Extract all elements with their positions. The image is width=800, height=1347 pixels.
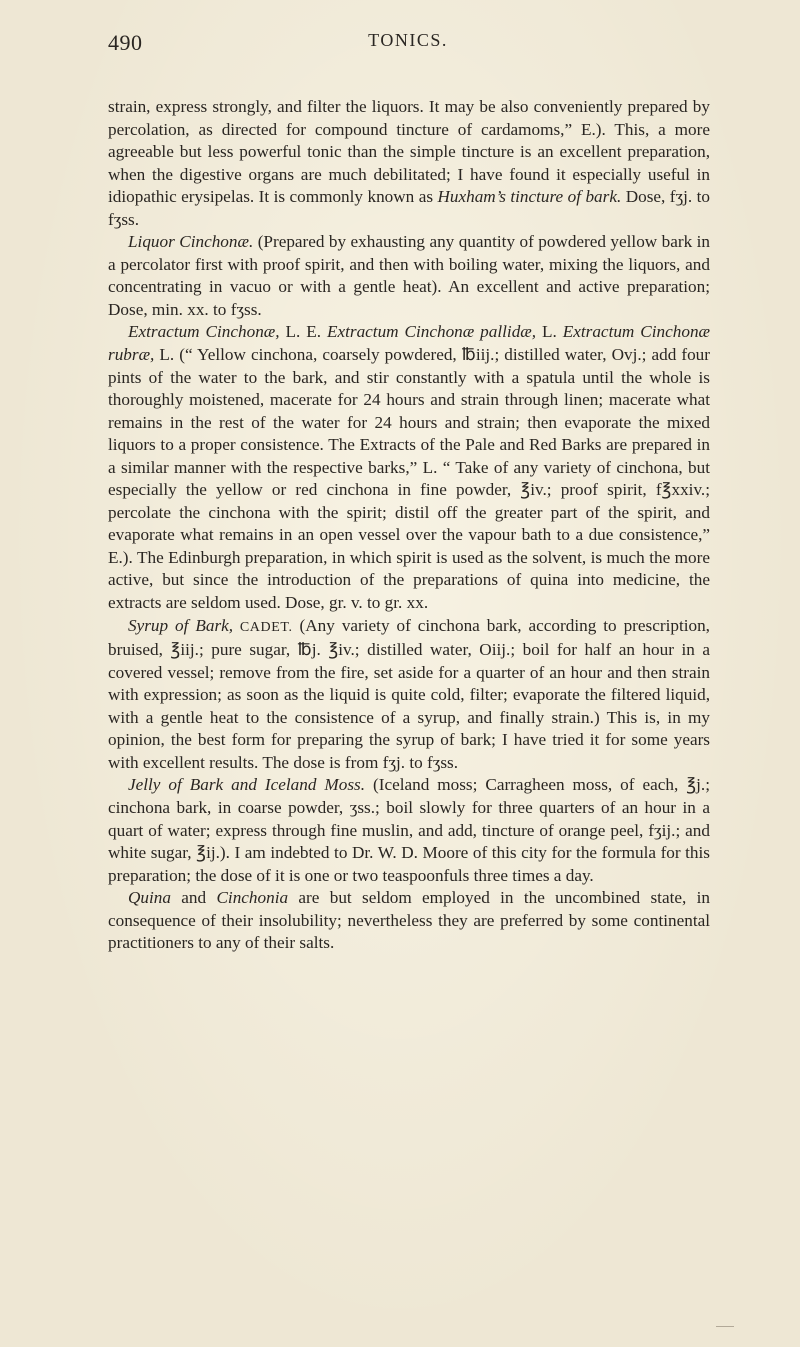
page-number: 490 — [108, 30, 143, 55]
entry-title: Extractum Cinchonæ, — [128, 322, 280, 342]
entry-title: Cinchonia — [216, 888, 289, 908]
page-header — [108, 22, 708, 62]
paragraph-text: L. E. — [279, 322, 327, 342]
running-head: TONICS. — [368, 30, 448, 50]
italic-term: Huxham’s tincture of bark. — [437, 187, 622, 207]
entry-title: Jelly of Bark and Iceland Moss. — [128, 775, 366, 795]
entry-title: Liquor Cinchonæ. — [128, 232, 254, 252]
paragraph-syrup-of-bark — [108, 615, 710, 775]
paragraph-text: (Any variety of cinchona bark, according to prescription, bruised, ℥iij.; pure sugar, ℔j. ℥iv.; distilled water, Oiij.; boil for half an hour in a covered vessel; remove from the fire, set aside for a quarter of an hour and then strain with expression; as soon as the liquid is quite cold, filter; evaporate the filtered liquid, with a gentle heat to the consistence of a syrup, and finally strain.) This is, in my opinion, the best form for preparing the syrup of bark; I have tried it for some years with excellent results. The dose is from fʒj. to fʒss. — [108, 615, 710, 772]
entry-title: Quina — [128, 888, 171, 908]
page-corner-mark — [716, 1326, 734, 1329]
paragraph-quina-cinchonia — [108, 887, 710, 955]
entry-title: Extractum Cinchonæ rubræ, — [108, 322, 710, 365]
paragraph-text: Dose, fʒj. to fʒss. — [108, 187, 711, 229]
paragraph-text: L. — [536, 322, 563, 342]
paragraph-text: strain, express strongly, and filter the liquors. It may be also conveniently prepared by percolation, as directed for compound tincture of cardamoms,” E.). This, a more agreeable but less powerful tonic than the simple tincture is an excellent preparation, when the digestive organs are much debilitated; I have found it especially useful in idiopathic erysipelas. It is commonly known as — [108, 97, 710, 207]
entry-title: Extractum Cinchonæ pallidæ, — [326, 322, 537, 342]
author-name: CADET. — [233, 619, 293, 635]
paragraph-text: are but seldom employed in the uncombined state, in consequence of their insolubility; nevertheless they are preferred by some continental practitioners to any of their salts. — [108, 888, 710, 953]
entry-title: Syrup of Bark, — [128, 615, 234, 635]
paragraph-text: and — [170, 888, 217, 908]
paragraph-liquor-cinchonae — [108, 231, 710, 321]
body-text — [108, 96, 710, 955]
paragraph-tincture-continuation — [108, 96, 710, 231]
paragraph-jelly-of-bark — [108, 774, 710, 887]
paragraph-text: L. (“ Yellow cinchona, coarsely powdered, ℔iij.; distilled water, Ovj.; add four pints of the water to the bark, and stir constantly with a spatula until the whole is thoroughly moistened, macerate for 24 hours and strain through linen; macerate what remains in the rest of the water for 24 hours and strain; then evaporate the mixed liquors to a proper consistence. The Extracts of the Pale and Red Barks are prepared in a similar manner with the respective barks,” L. “ Take of any variety of cinchona, but especially the yellow or red cinchona in fine powder, ℥iv.; proof spirit, f℥xxiv.; percolate the cinchona with the spirit; distil off the greater part of the spirit, and evaporate what remains in an open vessel over the vapour bath to a due consistence,” E.). The Edinburgh preparation, in which spirit is used as the solvent, is much the more active, but since the introduction of the preparations of quina into medicine, the extracts are seldom used. Dose, gr. v. to gr. xx. — [108, 345, 710, 613]
paragraph-text: (Iceland moss; Carragheen moss, of each, ℥j.; cinchona bark, in coarse powder, ʒss.; boil slowly for three quarters of an hour in a quart of water; express through fine muslin, and add, tincture of orange peel, fʒij.; and white sugar, ℥ij.). I am indebted to Dr. W. D. Moore of this city for the formula for this preparation; the dose of it is one or two teaspoonfuls three times a day. — [108, 775, 710, 885]
paragraph-text: (Prepared by exhausting any quantity of powdered yellow bark in a percolator first with proof spirit, and then with boiling water, mixing the liquors, and concentrating in vacuo or with a gentle heat). An excellent and active preparation; Dose, min. xx. to fʒss. — [108, 232, 710, 319]
paragraph-extractum-cinchonae — [108, 321, 710, 614]
